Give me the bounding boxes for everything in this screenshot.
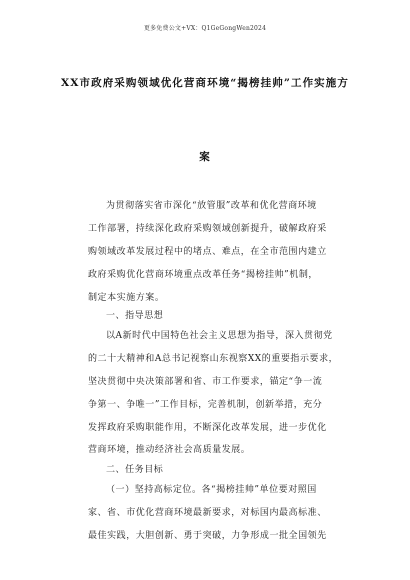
paragraph-line: 最佳实践，大胆创新、勇于突破，力争形成一批全国领先 [88,530,327,541]
section-heading-guiding-ideology: 一、指导思想 [106,311,164,321]
intro-line: 政府采购优化营商环境重点改革任务“揭榜挂帅”机制， [88,269,318,280]
intro-line: 购领域改革发展过程中的堵点、难点，在全市范围内建立 [88,246,327,257]
intro-line: 制定本实施方案。 [88,292,165,303]
intro-paragraph [88,195,331,309]
paragraph-line: 争第一、争唯一”工作目标，完善机制，创新举措，充分 [88,399,323,410]
document-title-line-2: 案 [199,151,211,163]
paragraph-line: 的二十大精神和A总书记视察山东视察XX的重要指示要求， [88,353,339,364]
task-goals-paragraph [88,479,331,548]
intro-line: 工作部署，持续深化政府采购领域创新提升，破解政府采 [88,223,327,234]
header-note: 更多免费公文+VX：Q1GeGongWen2024 [143,25,267,32]
guiding-ideology-paragraph [88,325,339,462]
intro-line: 为贯彻落实省市深化“放管服”改革和优化营商环境 [106,201,317,211]
section-heading-task-goals: 二、任务目标 [106,465,164,475]
paragraph-line: 坚决贯彻中央决策部署和省、市工作要求，锚定“争一流 [88,376,323,387]
paragraph-line: 发挥政府采购职能作用，不断深化改革发展，进一步优化 [88,422,327,433]
paragraph-line: （一）坚持高标定位。各“揭榜挂帅”单位要对照国 [106,485,317,495]
paragraph-line: 家、省、市优化营商环境最新要求，对标国内最高标准、 [88,507,327,518]
paragraph-line: 以A新时代中国特色社会主义思想为指导，深入贯彻党 [106,331,333,341]
paragraph-line: 营商环境，推动经济社会高质量发展。 [88,445,251,456]
document-title-line-1: XX市政府采购领域优化营商环境“揭榜挂帅”工作实施方 [61,77,349,89]
